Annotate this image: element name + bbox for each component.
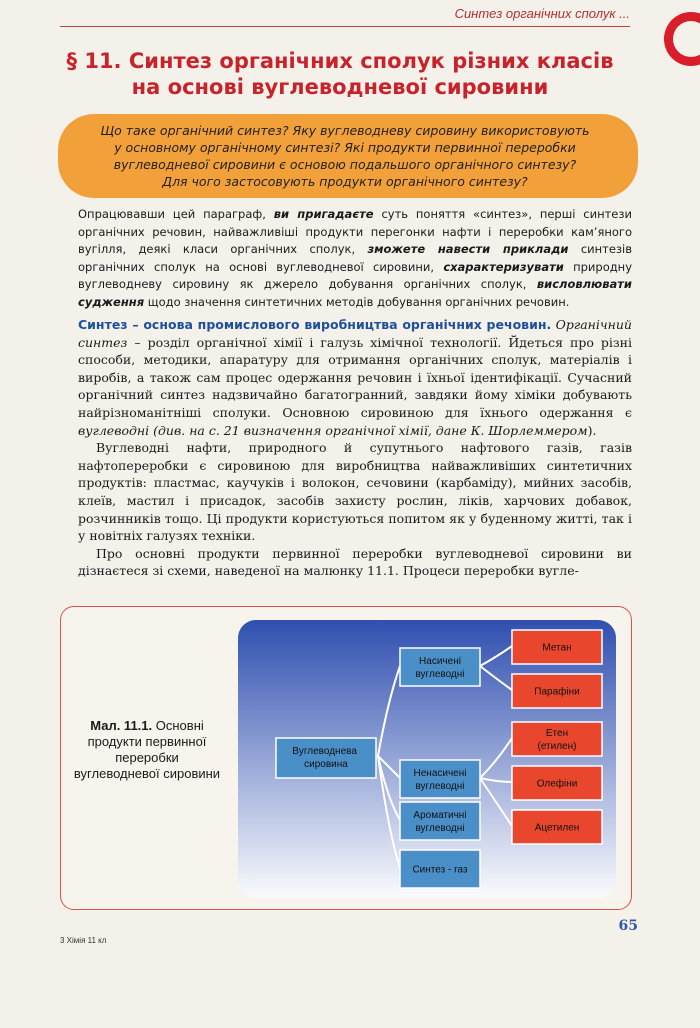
category-node-label: Насичені вуглеводні xyxy=(415,656,465,680)
product-node-label: Ацетилен xyxy=(534,822,580,834)
root-box xyxy=(276,738,376,778)
section-title xyxy=(40,48,640,100)
intro-text: суть поняття «синтез», перші синтези органічних речовин, найважливіші продукти перегонки нафти і переробки кам’яного вугілля, деякі класи органічних сполук, xyxy=(78,207,632,257)
products-diagram xyxy=(238,620,616,898)
root-node xyxy=(276,738,376,778)
leaf-nodes xyxy=(512,630,602,844)
product-node-label: Етен (етилен) xyxy=(537,728,577,752)
intro-text: щодо значення синтетичних методів добування органічних речовин. xyxy=(144,294,570,309)
intro-emphasis: зможете навести приклади xyxy=(367,242,569,257)
product-node-label: Парафіни xyxy=(534,686,580,698)
product-node xyxy=(512,630,602,664)
paragraph: Про основні продукти первинної переробки вуглеводневої сировини ви дізнаєтеся зі схеми, наведеної на малюнку 11.1. Процеси переробки вугле- xyxy=(78,545,632,579)
paragraph xyxy=(78,316,632,439)
question-line: Для чого застосовують продукти органічного синтезу? xyxy=(162,174,528,189)
intro-text: природну вуглеводневу сировину як джерело добування органічних сполук, xyxy=(78,259,632,292)
category-node xyxy=(400,802,480,840)
intro-text: синтезів органічних сполук на основі вуглеводневої сировини, xyxy=(78,242,633,274)
term: Органічний синтез xyxy=(78,317,632,350)
intro-paragraph xyxy=(78,206,632,312)
product-node xyxy=(512,674,602,708)
figure-caption xyxy=(72,718,222,782)
question-line: вуглеводневої сировини є основою подальшого органічного синтезу? xyxy=(113,157,577,172)
section-title-line-2: на основі вуглеводневої сировини xyxy=(131,75,549,99)
term: вуглеводні xyxy=(78,422,150,438)
imprint: 3 Хімія 11 кл xyxy=(60,936,107,945)
category-node-box xyxy=(400,802,480,840)
section-title-line-1: § 11. Синтез органічних сполук різних класів xyxy=(66,49,614,73)
figure-caption-text: Основні продукти первинної переробки вуглеводневої сировини xyxy=(73,718,221,781)
mid-nodes xyxy=(400,648,480,888)
category-node xyxy=(400,648,480,686)
category-node-box xyxy=(400,648,480,686)
product-node-label: Метан xyxy=(542,642,572,654)
intro-emphasis: ви пригадаєте xyxy=(273,207,374,221)
figure-label: Мал. 11.1. xyxy=(90,718,153,733)
subsection-heading: Синтез – основа промислового виробництва органічних речовин. xyxy=(78,317,552,332)
product-node-label: Олефіни xyxy=(536,778,578,790)
header-rule xyxy=(60,26,630,27)
paragraph-text: ). xyxy=(587,422,597,438)
intro-emphasis: висловлювати судження xyxy=(78,277,632,309)
question-line: у основному органічному синтезі? Які продукти первинної переробки xyxy=(114,140,576,155)
product-node xyxy=(512,722,602,756)
question-line: Що таке органічний синтез? Яку вуглеводневу сировину використовують xyxy=(100,123,590,138)
category-node-box xyxy=(400,760,480,798)
intro-text: Опрацювавши цей параграф, xyxy=(78,207,274,221)
running-head: Синтез органічних сполук ... xyxy=(454,6,630,21)
paragraph-text: – розділ органічної хімії і галузь хімічної технології. Йдеться про різні способи, методики, апаратуру для отримання органічних сполук, матеріалів і виробів, а також сам процес одержання речовин і їхньої ідентифікації. Сучасний органічний синтез надзвичайно багатогранний, завдяки йому хіміки добувають найрізноманітніші сполуки. Основною сировиною для їхнього одержання є xyxy=(78,334,632,420)
body-text xyxy=(78,316,632,580)
product-node xyxy=(512,766,602,800)
category-node-label: Ароматичні вуглеводні xyxy=(413,810,467,834)
reference-note: (див. на с. 21 визначення органічної хімії, дане К. Шорлеммером xyxy=(149,422,588,438)
root-label-line-2: сировина xyxy=(304,759,348,770)
category-node xyxy=(400,760,480,798)
intro-emphasis: схарактеризувати xyxy=(443,259,564,274)
category-node-label: Ненасичені вуглеводні xyxy=(413,768,467,792)
category-node-label: Синтез - газ xyxy=(412,864,468,876)
root-label-line-1: Вуглеводнева xyxy=(292,746,357,757)
product-node xyxy=(512,810,602,844)
questions-text xyxy=(80,122,610,190)
paragraph: Вуглеводні нафти, природного й супутнього нафтового газів, газів нафтопереробки є сировиною для виробництва найважливіших синтетичних продуктів: пластмас, каучуків і волокон, сечовини (карбаміду), мийних засобів, клеїв, мастил і присадок, засобів захисту рослин, ліків, харчових добавок, розчинників тощо. Ці продукти користуються попитом як у буденному житті, так і у новітніх галузях техніки. xyxy=(78,440,632,544)
page-number: 65 xyxy=(618,918,638,934)
category-node xyxy=(400,850,480,888)
corner-decoration xyxy=(664,12,700,66)
